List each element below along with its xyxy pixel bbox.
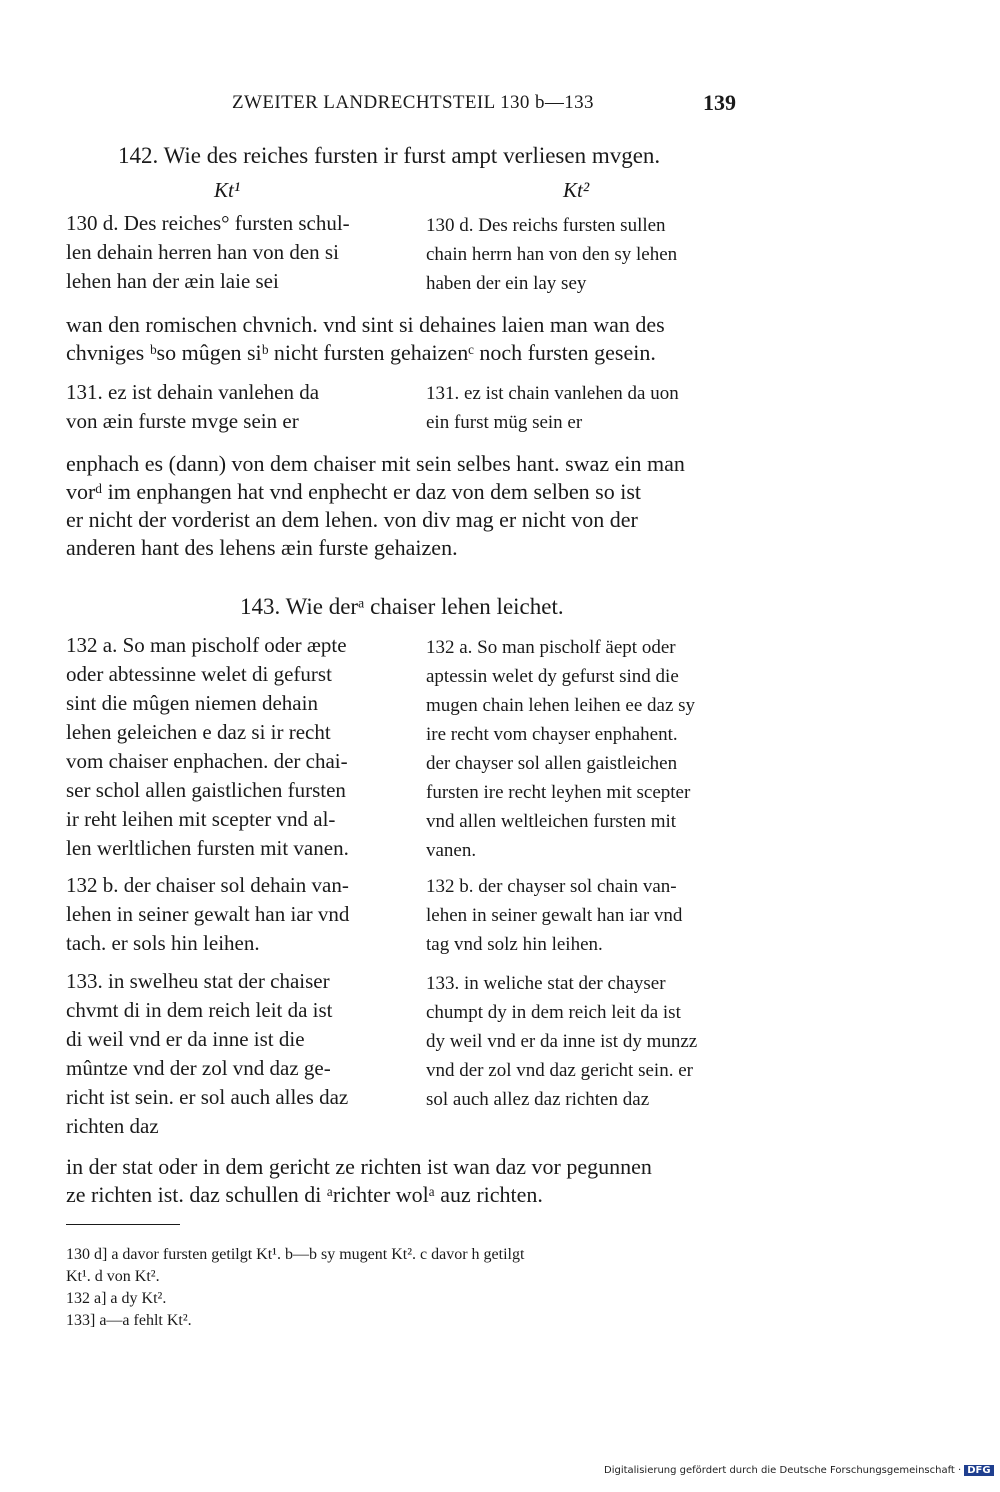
section-heading-142: 142. Wie des reiches fursten ir furst ampt verliesen mvgen. [118,143,661,168]
common-text-1 [66,311,752,367]
text-line: von æin furste mvge sein er [66,409,299,433]
footnotes [66,1244,766,1332]
running-title: ZWEITER LANDRECHTSTEIL 130 b—133 [232,92,594,113]
section-heading-143: 143. Wie derᵃ chaiser lehen leichet. [240,594,564,619]
footnote-line: Kt¹. d von Kt². [66,1268,160,1285]
digitization-credit [604,1465,994,1476]
text-line: richten daz [66,1114,159,1138]
text-line: chumpt dy in dem reich leit da ist [426,1002,681,1023]
footnote-line: 133] a—a fehlt Kt². [66,1312,192,1329]
text-line: 132 b. der chaiser sol dehain van- [66,873,349,897]
common-text-3 [66,1153,752,1209]
text-line: anderen hant des lehens æin furste gehaizen. [66,535,458,560]
text-line: lehen geleichen e daz si ir recht [66,720,331,744]
text-line: dy weil vnd er da inne ist dy munzz [426,1031,698,1052]
common-text-2 [66,450,752,562]
text-line: haben der ein lay sey [426,273,587,294]
text-line: tach. er sols hin leihen. [66,931,260,955]
text-line: len dehain herren han von den si [66,240,339,264]
text-line: er nicht der vorderist an dem lehen. von div mag er nicht von der [66,507,638,532]
text-line: di weil vnd er da inne ist die [66,1027,305,1051]
para-132a-left [66,631,394,863]
para-133-right [426,969,751,1114]
text-line: 132 a. So man pischolf äept oder [426,637,676,658]
para-130d-right [426,211,751,298]
para-133-left [66,967,394,1141]
text-line: 130 d. Des reichs fursten sullen [426,215,666,236]
text-line: chvmt di in dem reich leit da ist [66,998,333,1022]
text-line: in der stat oder in dem gericht ze richten ist wan daz vor pegunnen [66,1154,652,1179]
text-line: lehen han der æin laie sei [66,269,279,293]
para-132b-left [66,871,394,958]
text-line: vorᵈ im enphangen hat vnd enphecht er daz von dem selben so ist [66,479,642,504]
para-131-left [66,378,394,436]
text-line: ser schol allen gaistlichen fursten [66,778,346,802]
text-line: ein furst müg sein er [426,412,583,433]
text-line: lehen in seiner gewalt han iar vnd [66,902,350,926]
text-line: 133. in swelheu stat der chaiser [66,969,330,993]
para-132b-right [426,872,751,959]
text-line: wan den romischen chvnich. vnd sint si dehaines laien man wan des [66,312,665,337]
para-131-right [426,379,751,437]
text-line: tag vnd solz hin leihen. [426,934,603,955]
footnote-line: 130 d] a davor fursten getilgt Kt¹. b—b sy mugent Kt². c davor h getilgt [66,1246,525,1263]
text-line: ire recht vom chayser enphahent. [426,724,678,745]
text-line: mugen chain lehen leihen ee daz sy [426,695,696,716]
text-line: vnd der zol vnd daz gericht sein. er [426,1060,693,1081]
page-number: 139 [703,90,736,115]
siglum-right: Kt² [563,178,590,202]
text-line: 133. in weliche stat der chayser [426,973,666,994]
text-line: der chayser sol allen gaistleichen [426,753,678,774]
text-line: lehen in seiner gewalt han iar vnd [426,905,683,926]
text-line: richt ist sein. er sol auch alles daz [66,1085,349,1109]
text-line: enphach es (dann) von dem chaiser mit sein selbes hant. swaz ein man [66,451,685,476]
text-line: sint die mûgen niemen dehain [66,691,318,715]
text-line: vanen. [426,840,477,861]
text-line: 131. ez ist chain vanlehen da uon [426,383,679,404]
para-132a-right [426,633,751,865]
footnote-line: 132 a] a dy Kt². [66,1290,167,1307]
text-line: oder abtessinne welet di gefurst [66,662,332,686]
text-line: sol auch allez daz richten daz [426,1089,650,1110]
text-line: 132 a. So man pischolf oder æpte [66,633,347,657]
text-line: 130 d. Des reiches° fursten schul- [66,211,350,235]
text-line: mûntze vnd der zol vnd daz ge- [66,1056,331,1080]
siglum-left: Kt¹ [214,178,241,202]
text-line: vom chaiser enphachen. der chai- [66,749,348,773]
text-line: chain herrn han von den sy lehen [426,244,678,265]
text-line: vnd allen weltleichen fursten mit [426,811,677,832]
credit-text: Digitalisierung gefördert durch die Deutsche Forschungsgemeinschaft · [604,1465,962,1476]
text-line: 131. ez ist dehain vanlehen da [66,380,320,404]
para-130d-left [66,209,394,296]
footnote-rule [66,1224,180,1225]
text-line: ir reht leihen mit scepter vnd al- [66,807,336,831]
text-line: aptessin welet dy gefurst sind die [426,666,679,687]
text-line: 132 b. der chayser sol chain van- [426,876,677,897]
text-line: fursten ire recht leyhen mit scepter [426,782,691,803]
text-line: len werltlichen fursten mit vanen. [66,836,349,860]
text-line: ze richten ist. daz schullen di ᵃrichter wolᵃ auz richten. [66,1182,543,1207]
text-line: chvniges ᵇso mûgen siᵇ nicht fursten gehaizenᶜ noch fursten gesein. [66,340,656,365]
dfg-logo: DFG [964,1465,993,1476]
